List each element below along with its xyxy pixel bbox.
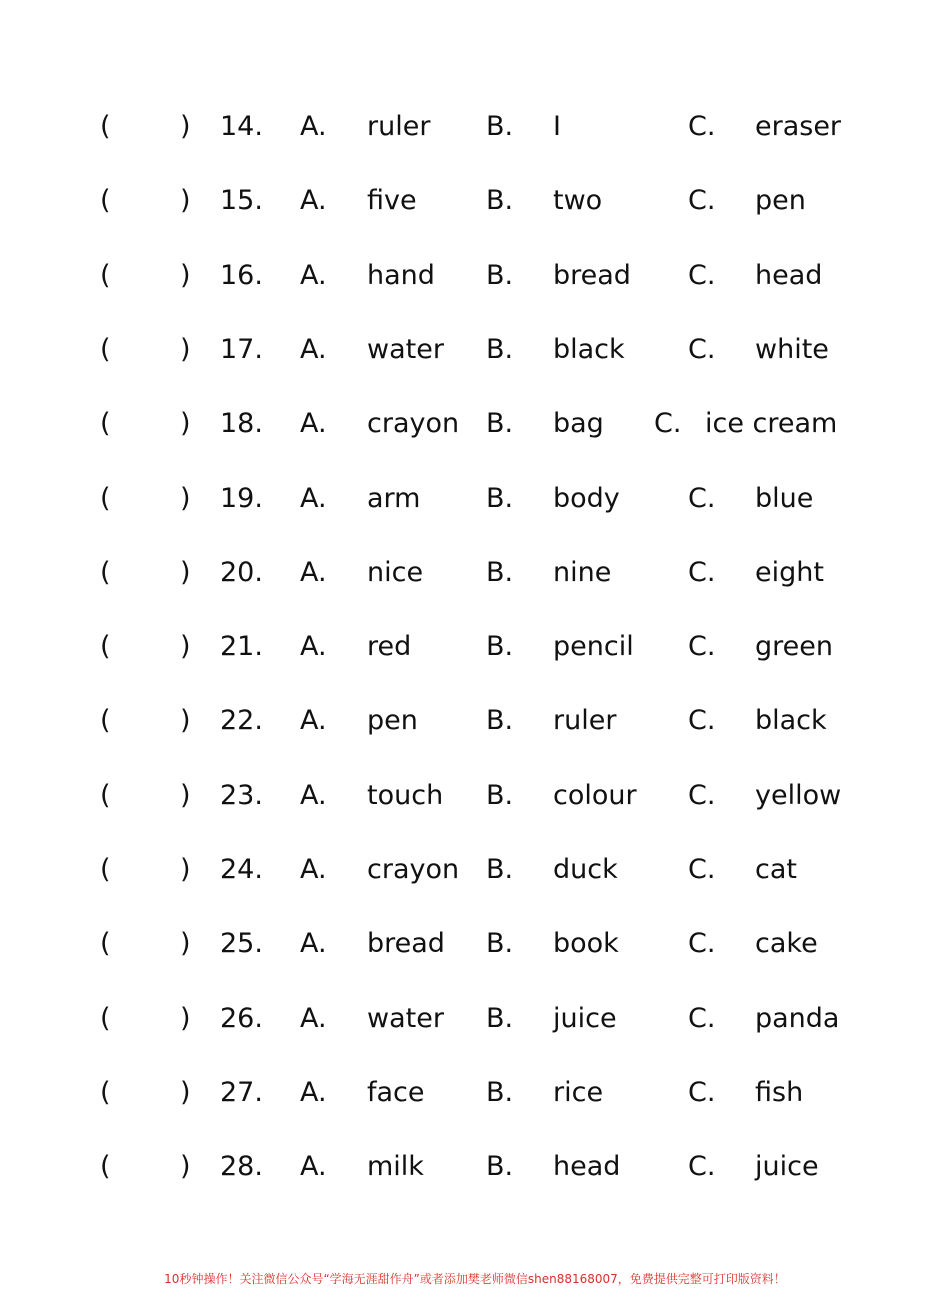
option-c-word: blue	[755, 483, 814, 514]
option-c-label: C.	[688, 557, 716, 588]
option-c-word: yellow	[755, 780, 842, 811]
question-number: 24.	[220, 854, 263, 885]
answer-paren-open: (	[100, 483, 111, 514]
question-row	[0, 102, 950, 152]
option-a-word: face	[367, 1077, 425, 1108]
question-number: 28.	[220, 1151, 263, 1182]
question-number: 16.	[220, 260, 263, 291]
option-a-word: nice	[367, 557, 424, 588]
option-b-label: B.	[486, 185, 514, 216]
option-a-label: A.	[300, 1003, 327, 1034]
option-a-label: A.	[300, 260, 327, 291]
option-b-label: B.	[486, 260, 514, 291]
option-a-label: A.	[300, 854, 327, 885]
option-a-word: crayon	[367, 854, 460, 885]
option-b-label: B.	[486, 483, 514, 514]
option-c-word: panda	[755, 1003, 840, 1034]
option-c-word: head	[755, 260, 823, 291]
option-c-label: C.	[688, 631, 716, 662]
option-c-label: C.	[688, 334, 716, 365]
option-c-word: eraser	[755, 111, 842, 142]
option-c-label: C.	[688, 705, 716, 736]
option-b-word: pencil	[553, 631, 634, 662]
answer-paren-open: (	[100, 557, 111, 588]
option-a-label: A.	[300, 557, 327, 588]
option-c-label: C.	[688, 185, 716, 216]
answer-paren-open: (	[100, 260, 111, 291]
answer-paren-close: )	[180, 928, 191, 959]
option-c-label: C.	[654, 408, 682, 439]
option-c-word: pen	[755, 185, 806, 216]
option-a-label: A.	[300, 111, 327, 142]
question-number: 18.	[220, 408, 263, 439]
option-c-word: green	[755, 631, 833, 662]
question-row	[0, 474, 950, 524]
option-c-word: fish	[755, 1077, 804, 1108]
option-a-word: water	[367, 1003, 444, 1034]
question-number: 22.	[220, 705, 263, 736]
option-b-label: B.	[486, 705, 514, 736]
option-b-word: head	[553, 1151, 621, 1182]
option-a-word: five	[367, 185, 417, 216]
answer-paren-open: (	[100, 854, 111, 885]
option-c-label: C.	[688, 483, 716, 514]
option-c-label: C.	[688, 1077, 716, 1108]
option-b-word: black	[553, 334, 625, 365]
answer-paren-open: (	[100, 185, 111, 216]
answer-paren-close: )	[180, 1003, 191, 1034]
question-row	[0, 919, 950, 969]
answer-paren-close: )	[180, 483, 191, 514]
option-b-label: B.	[486, 408, 514, 439]
option-a-label: A.	[300, 705, 327, 736]
answer-paren-open: (	[100, 1003, 111, 1034]
option-a-label: A.	[300, 1151, 327, 1182]
option-b-label: B.	[486, 334, 514, 365]
option-c-word: white	[755, 334, 829, 365]
option-b-label: B.	[486, 631, 514, 662]
option-a-word: milk	[367, 1151, 424, 1182]
answer-paren-open: (	[100, 111, 111, 142]
option-b-label: B.	[486, 111, 514, 142]
question-row	[0, 548, 950, 598]
option-a-word: touch	[367, 780, 444, 811]
option-b-word: body	[553, 483, 620, 514]
question-number: 25.	[220, 928, 263, 959]
option-c-word: cake	[755, 928, 818, 959]
answer-paren-open: (	[100, 631, 111, 662]
option-a-label: A.	[300, 928, 327, 959]
option-c-label: C.	[688, 1151, 716, 1182]
option-c-word: eight	[755, 557, 824, 588]
answer-paren-close: )	[180, 260, 191, 291]
answer-paren-close: )	[180, 557, 191, 588]
option-a-word: crayon	[367, 408, 460, 439]
option-c-label: C.	[688, 780, 716, 811]
option-c-word: cat	[755, 854, 797, 885]
option-a-label: A.	[300, 780, 327, 811]
question-number: 20.	[220, 557, 263, 588]
option-b-word: nine	[553, 557, 612, 588]
option-a-label: A.	[300, 483, 327, 514]
question-row	[0, 251, 950, 301]
option-b-label: B.	[486, 557, 514, 588]
option-a-label: A.	[300, 1077, 327, 1108]
answer-paren-close: )	[180, 705, 191, 736]
option-b-label: B.	[486, 854, 514, 885]
answer-paren-open: (	[100, 1077, 111, 1108]
option-b-label: B.	[486, 780, 514, 811]
option-a-label: A.	[300, 631, 327, 662]
answer-paren-open: (	[100, 334, 111, 365]
question-row	[0, 1142, 950, 1192]
option-b-word: I	[553, 111, 561, 142]
answer-paren-close: )	[180, 185, 191, 216]
question-number: 17.	[220, 334, 263, 365]
question-row	[0, 994, 950, 1044]
answer-paren-open: (	[100, 408, 111, 439]
option-a-label: A.	[300, 408, 327, 439]
answer-paren-close: )	[180, 408, 191, 439]
option-b-word: bag	[553, 408, 604, 439]
question-row	[0, 399, 950, 449]
answer-paren-close: )	[180, 1151, 191, 1182]
footer-note: 10秒钟操作！关注微信公众号“学海无涯甜作舟”或者添加樊老师微信shen88168007，免费提供完整可打印版资料！	[164, 1272, 786, 1286]
question-number: 23.	[220, 780, 263, 811]
option-a-word: bread	[367, 928, 445, 959]
question-number: 15.	[220, 185, 263, 216]
question-row	[0, 845, 950, 895]
option-b-label: B.	[486, 928, 514, 959]
option-b-word: book	[553, 928, 619, 959]
option-b-label: B.	[486, 1003, 514, 1034]
option-c-label: C.	[688, 1003, 716, 1034]
option-c-label: C.	[688, 260, 716, 291]
question-row	[0, 1068, 950, 1118]
answer-paren-close: )	[180, 334, 191, 365]
answer-paren-open: (	[100, 705, 111, 736]
option-c-label: C.	[688, 928, 716, 959]
option-b-word: duck	[553, 854, 618, 885]
question-row	[0, 622, 950, 672]
option-a-label: A.	[300, 185, 327, 216]
option-b-word: two	[553, 185, 603, 216]
question-number: 19.	[220, 483, 263, 514]
option-b-word: colour	[553, 780, 637, 811]
answer-paren-open: (	[100, 1151, 111, 1182]
option-c-word: juice	[755, 1151, 819, 1182]
answer-paren-close: )	[180, 780, 191, 811]
question-number: 26.	[220, 1003, 263, 1034]
question-row	[0, 176, 950, 226]
answer-paren-open: (	[100, 780, 111, 811]
option-b-word: ruler	[553, 705, 617, 736]
answer-paren-close: )	[180, 1077, 191, 1108]
option-c-word: black	[755, 705, 827, 736]
question-row	[0, 325, 950, 375]
option-a-label: A.	[300, 334, 327, 365]
option-c-label: C.	[688, 854, 716, 885]
question-number: 21.	[220, 631, 263, 662]
question-row	[0, 696, 950, 746]
question-number: 27.	[220, 1077, 263, 1108]
option-c-word: ice cream	[705, 408, 838, 439]
option-b-label: B.	[486, 1151, 514, 1182]
answer-paren-close: )	[180, 631, 191, 662]
question-number: 14.	[220, 111, 263, 142]
option-b-label: B.	[486, 1077, 514, 1108]
option-a-word: hand	[367, 260, 435, 291]
answer-paren-close: )	[180, 111, 191, 142]
option-a-word: arm	[367, 483, 421, 514]
answer-paren-open: (	[100, 928, 111, 959]
option-a-word: pen	[367, 705, 418, 736]
option-a-word: red	[367, 631, 412, 662]
option-c-label: C.	[688, 111, 716, 142]
question-row	[0, 771, 950, 821]
option-b-word: bread	[553, 260, 631, 291]
answer-paren-close: )	[180, 854, 191, 885]
option-a-word: ruler	[367, 111, 431, 142]
option-b-word: juice	[553, 1003, 617, 1034]
option-b-word: rice	[553, 1077, 604, 1108]
option-a-word: water	[367, 334, 444, 365]
